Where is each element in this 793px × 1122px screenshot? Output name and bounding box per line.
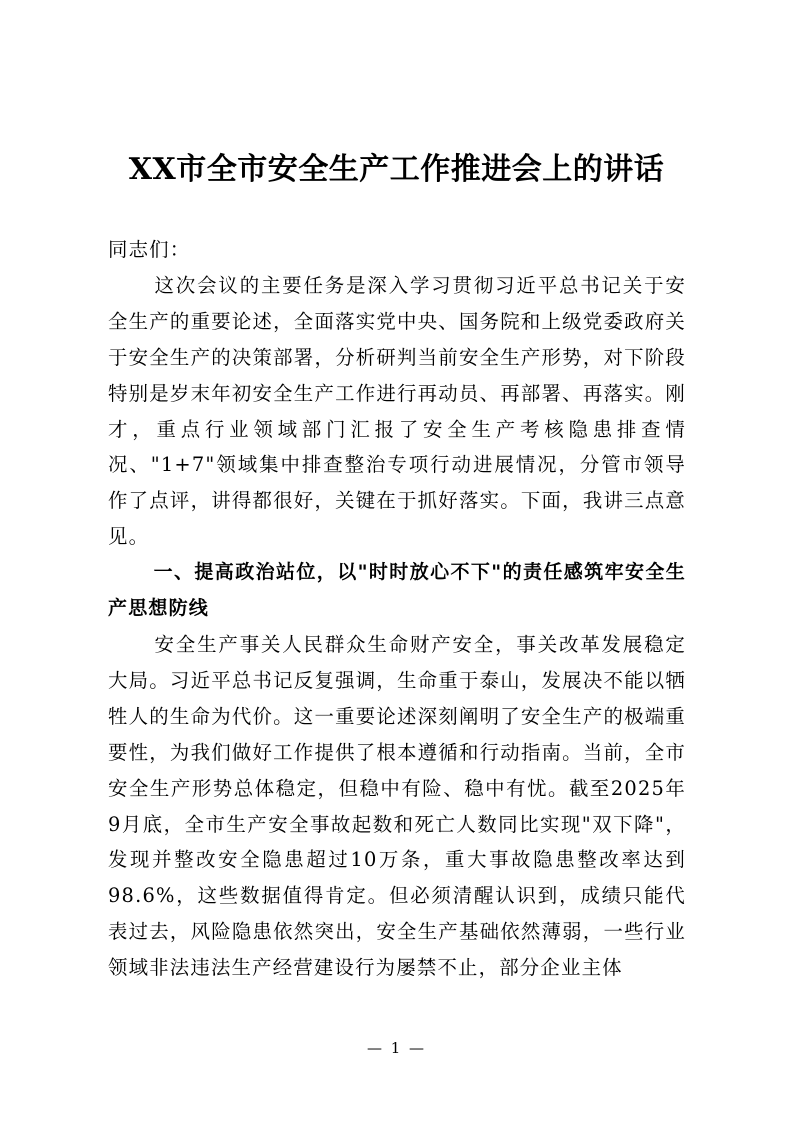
document-title: XX市全市安全生产工作推进会上的讲话 — [128, 152, 665, 187]
salutation: 同志们： — [108, 238, 191, 261]
paragraph-section-1: 安全生产事关人民群众生命财产安全，事关改革发展稳定大局。习近平总书记反复强调，生命重于泰山，发展决不能以牺牲人的生命为代价。这一重要论述深刻阐明了安全生产的极端重要性，为我们做好工作提供了根本遵循和行动指南。当前，全市安全生产形势总体稳定，但稳中有险、稳中有忧。截至2025年9月底，全市生产安全事故起数和死亡人数同比实现"双下降"，发现并整改安全隐患超过10万条，重大事故隐患整改率达到98.6%，这些数据值得肯定。但必须清醒认识到，成绩只能代表过去，风险隐患依然突出，安全生产基础依然薄弱，一些行业领域非法违法生产经营建设行为屡禁不止，部分企业主体 — [108, 632, 686, 980]
section-heading-1: 一、提高政治站位，以"时时放心不下"的责任感筑牢安全生产思想防线 — [108, 561, 686, 620]
page-number: — 1 — — [366, 1039, 427, 1057]
paragraph-intro: 这次会议的主要任务是深入学习贯彻习近平总书记关于安全生产的重要论述，全面落实党中央、国务院和上级党委政府关于安全生产的决策部署，分析研判当前安全生产形势，对下阶段特别是岁末年初安全生产工作进行再动员、再部署、再落实。刚才，重点行业领域部门汇报了安全生产考核隐患排查情况、"1+7"领域集中排查整治专项行动进展情况，分管市领导作了点评，讲得都很好，关键在于抓好落实。下面，我讲三点意见。 — [108, 273, 686, 549]
document-body — [108, 232, 686, 986]
